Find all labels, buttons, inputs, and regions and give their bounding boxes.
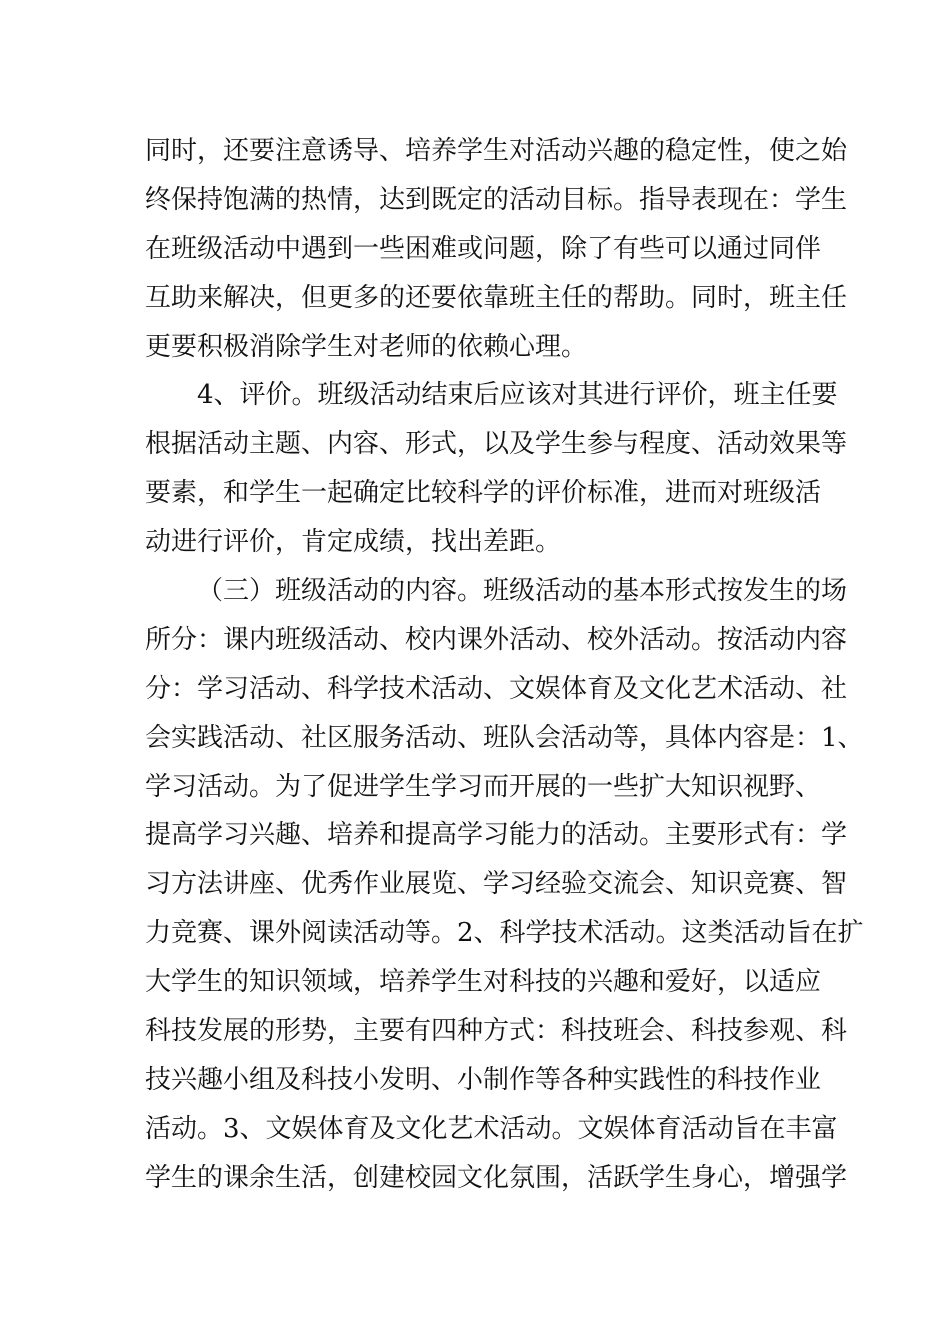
text-line: 同时，还要注意诱导、培养学生对活动兴趣的稳定性，使之始: [145, 136, 848, 166]
text-line: 4、评价。班级活动结束后应该对其进行评价，班主任要: [197, 380, 838, 411]
text-line: 终保持饱满的热情，达到既定的活动目标。指导表现在：学生: [145, 184, 848, 215]
text-line: 分：学习活动、科学技术活动、文娱体育及文化艺术活动、社: [145, 673, 848, 704]
text-line: 学生的课余生活，创建校园文化氛围，活跃学生身心，增强学: [145, 1162, 848, 1193]
text-line: 互助来解决，但更多的还要依靠班主任的帮助。同时，班主任: [145, 282, 848, 313]
text-line: （三）班级活动的内容。班级活动的基本形式按发生的场: [197, 576, 848, 607]
text-line: 科技发展的形势，主要有四种方式：科技班会、科技参观、科: [145, 1016, 848, 1047]
body-text: [145, 127, 864, 1203]
text-line: 学习活动。为了促进学生学习而开展的一些扩大知识视野、: [145, 771, 822, 802]
text-line: 根据活动主题、内容、形式，以及学生参与程度、活动效果等: [145, 429, 848, 460]
text-line: 大学生的知识领域，培养学生对科技的兴趣和爱好，以适应: [145, 967, 822, 998]
text-line: 技兴趣小组及科技小发明、小制作等各种实践性的科技作业: [145, 1064, 822, 1095]
text-line: 所分：课内班级活动、校内课外活动、校外活动。按活动内容: [145, 624, 848, 655]
text-line: 要素，和学生一起确定比较科学的评价标准，进而对班级活: [145, 478, 822, 509]
text-line: 提高学习兴趣、培养和提高学习能力的活动。主要形式有：学: [145, 820, 848, 851]
text-line: 会实践活动、社区服务活动、班队会活动等，具体内容是：1、: [145, 722, 864, 753]
text-line: 力竞赛、课外阅读活动等。2、科学技术活动。这类活动旨在扩: [145, 918, 864, 949]
text-line: 在班级活动中遇到一些困难或问题，除了有些可以通过同伴: [145, 233, 822, 264]
text-line: 更要积极消除学生对老师的依赖心理。: [145, 331, 588, 362]
text-line: 习方法讲座、优秀作业展览、学习经验交流会、知识竞赛、智: [145, 869, 848, 900]
text-line: 活动。3、文娱体育及文化艺术活动。文娱体育活动旨在丰富: [145, 1113, 838, 1144]
text-line: 动进行评价，肯定成绩，找出差距。: [145, 527, 562, 558]
